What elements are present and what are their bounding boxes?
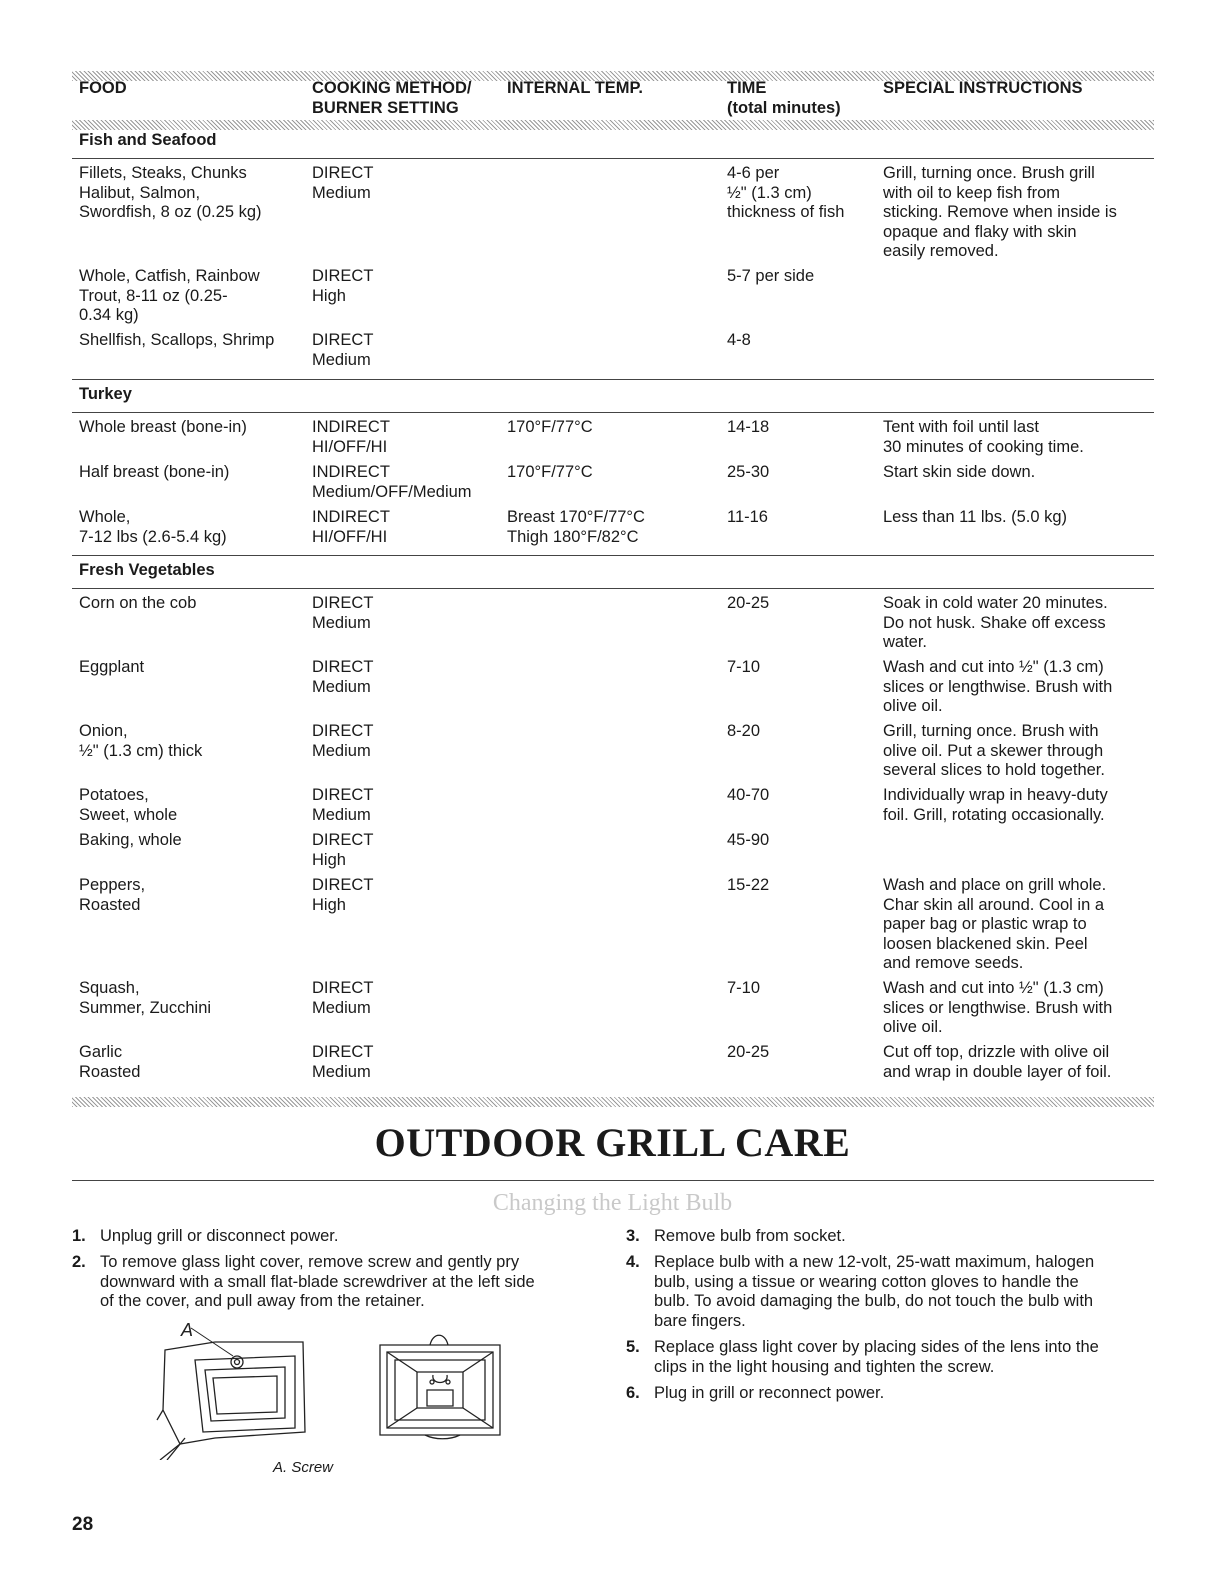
section-divider <box>72 158 1154 159</box>
instructions-cell: Individually wrap in heavy-duty foil. Grill, rotating occasionally. <box>883 786 1108 824</box>
subheading-light-bulb: Changing the Light Bulb <box>492 1190 733 1216</box>
food-cell: Whole, Catfish, Rainbow Trout, 8-11 oz (0.25- 0.34 kg) <box>79 267 260 325</box>
food-cell: Half breast (bone-in) <box>79 463 230 481</box>
temp-cell: 170°F/77°C <box>507 463 593 481</box>
light-housing-drawing <box>157 1335 500 1460</box>
section-title-fish: Fish and Seafood <box>79 131 217 149</box>
time-cell: 7-10 <box>727 979 761 997</box>
title-rule <box>72 1180 1154 1181</box>
time-cell: 25-30 <box>727 463 770 481</box>
screw-callout-label: A <box>181 1320 194 1340</box>
instructions-cell: Cut off top, drizzle with olive oil and wrap in double layer of foil. <box>883 1043 1112 1081</box>
step-number: 4. <box>626 1253 640 1271</box>
instructions-cell: Tent with foil until last 30 minutes of cooking time. <box>883 418 1084 456</box>
method-cell: DIRECT Medium <box>312 786 374 824</box>
section-title-vegetables: Fresh Vegetables <box>79 561 215 579</box>
time-cell: 20-25 <box>727 1043 770 1061</box>
food-cell: Peppers, Roasted <box>79 876 146 914</box>
temp-cell: 170°F/77°C <box>507 418 593 436</box>
section-title-turkey: Turkey <box>79 385 132 403</box>
method-cell: DIRECT Medium <box>312 164 374 202</box>
method-cell: DIRECT Medium <box>312 979 374 1017</box>
method-cell: DIRECT Medium <box>312 1043 374 1081</box>
food-cell: Onion, ½" (1.3 cm) thick <box>79 722 203 760</box>
step-text: Replace bulb with a new 12-volt, 25-watt maximum, halogen bulb, using a tissue or wearing cotton gloves to handle the bulb. To avoid damaging the bulb, do not touch the bulb with bare fingers. <box>654 1253 1095 1330</box>
instructions-cell: Start skin side down. <box>883 463 1036 481</box>
method-cell: DIRECT Medium <box>312 594 374 632</box>
instructions-cell: Wash and place on grill whole. Char skin all around. Cool in a paper bag or plastic wrap to loosen blackened skin. Peel and remove seeds. <box>883 876 1107 973</box>
header-temp: INTERNAL TEMP. <box>507 79 643 97</box>
food-cell: Garlic Roasted <box>79 1043 141 1081</box>
time-cell: 15-22 <box>727 876 770 894</box>
food-cell: Fillets, Steaks, Chunks Halibut, Salmon, Swordfish, 8 oz (0.25 kg) <box>79 164 262 222</box>
step-text: Remove bulb from socket. <box>654 1227 846 1245</box>
step-text: Replace glass light cover by placing sides of the lens into the clips in the light housing and tighten the screw. <box>654 1338 1099 1376</box>
method-cell: INDIRECT Medium/OFF/Medium <box>312 463 472 501</box>
instructions-cell: Grill, turning once. Brush grill with oil to keep fish from sticking. Remove when inside is opaque and flaky with skin easily removed. <box>883 164 1117 261</box>
method-cell: INDIRECT HI/OFF/HI <box>312 418 390 456</box>
header-method: COOKING METHOD/ BURNER SETTING <box>312 79 472 117</box>
food-cell: Potatoes, Sweet, whole <box>79 786 178 824</box>
instructions-cell: Grill, turning once. Brush with olive oil. Put a skewer through several slices to hold together. <box>883 722 1105 780</box>
method-cell: DIRECT High <box>312 267 374 305</box>
section-divider <box>72 379 1154 380</box>
method-cell: DIRECT Medium <box>312 331 374 369</box>
step-text: Unplug grill or disconnect power. <box>100 1227 339 1245</box>
figure-caption: A. Screw <box>273 1459 334 1476</box>
time-cell: 20-25 <box>727 594 770 612</box>
step-text: To remove glass light cover, remove screw and gently pry downward with a small flat-blade screwdriver at the left side of the cover, and pull away from the retainer. <box>100 1253 535 1311</box>
time-cell: 45-90 <box>727 831 770 849</box>
method-cell: INDIRECT HI/OFF/HI <box>312 508 390 546</box>
instructions-cell: Wash and cut into ½" (1.3 cm) slices or lengthwise. Brush with olive oil. <box>883 658 1113 716</box>
table-bottom-border <box>72 1097 1154 1107</box>
food-cell: Shellfish, Scallops, Shrimp <box>79 331 275 349</box>
method-cell: DIRECT Medium <box>312 722 374 760</box>
instructions-cell: Soak in cold water 20 minutes. Do not husk. Shake off excess water. <box>883 594 1108 652</box>
step-number: 3. <box>626 1227 640 1245</box>
section-divider <box>72 555 1154 556</box>
section-divider <box>72 412 1154 413</box>
page-number: 28 <box>72 1514 94 1535</box>
instructions-cell: Less than 11 lbs. (5.0 kg) <box>883 508 1068 526</box>
food-cell: Baking, whole <box>79 831 182 849</box>
step-number: 1. <box>72 1227 86 1245</box>
time-cell: 7-10 <box>727 658 761 676</box>
section-title-grill-care: OUTDOOR GRILL CARE <box>374 1120 851 1165</box>
method-cell: DIRECT High <box>312 876 374 914</box>
method-cell: DIRECT Medium <box>312 658 374 696</box>
time-cell: 8-20 <box>727 722 761 740</box>
food-cell: Eggplant <box>79 658 145 676</box>
food-cell: Whole, 7-12 lbs (2.6-5.4 kg) <box>79 508 227 546</box>
method-cell: DIRECT High <box>312 831 374 869</box>
time-cell: 14-18 <box>727 418 770 436</box>
instructions-cell: Wash and cut into ½" (1.3 cm) slices or lengthwise. Brush with olive oil. <box>883 979 1113 1037</box>
time-cell: 4-8 <box>727 331 751 349</box>
section-divider <box>72 588 1154 589</box>
header-instructions: SPECIAL INSTRUCTIONS <box>883 79 1083 97</box>
light-cover-illustration <box>155 1320 515 1460</box>
step-number: 5. <box>626 1338 640 1356</box>
food-cell: Squash, Summer, Zucchini <box>79 979 212 1017</box>
header-time: TIME (total minutes) <box>727 79 841 117</box>
step-text: Plug in grill or reconnect power. <box>654 1384 885 1402</box>
time-cell: 4-6 per ½" (1.3 cm) thickness of fish <box>727 164 845 222</box>
temp-cell: Breast 170°F/77°C Thigh 180°F/82°C <box>507 508 645 546</box>
food-cell: Corn on the cob <box>79 594 197 612</box>
step-number: 2. <box>72 1253 86 1271</box>
header-bottom-border <box>72 120 1154 130</box>
time-cell: 11-16 <box>727 508 768 526</box>
time-cell: 40-70 <box>727 786 770 804</box>
step-number: 6. <box>626 1384 640 1402</box>
food-cell: Whole breast (bone-in) <box>79 418 247 436</box>
time-cell: 5-7 per side <box>727 267 815 285</box>
header-food: FOOD <box>79 79 127 97</box>
